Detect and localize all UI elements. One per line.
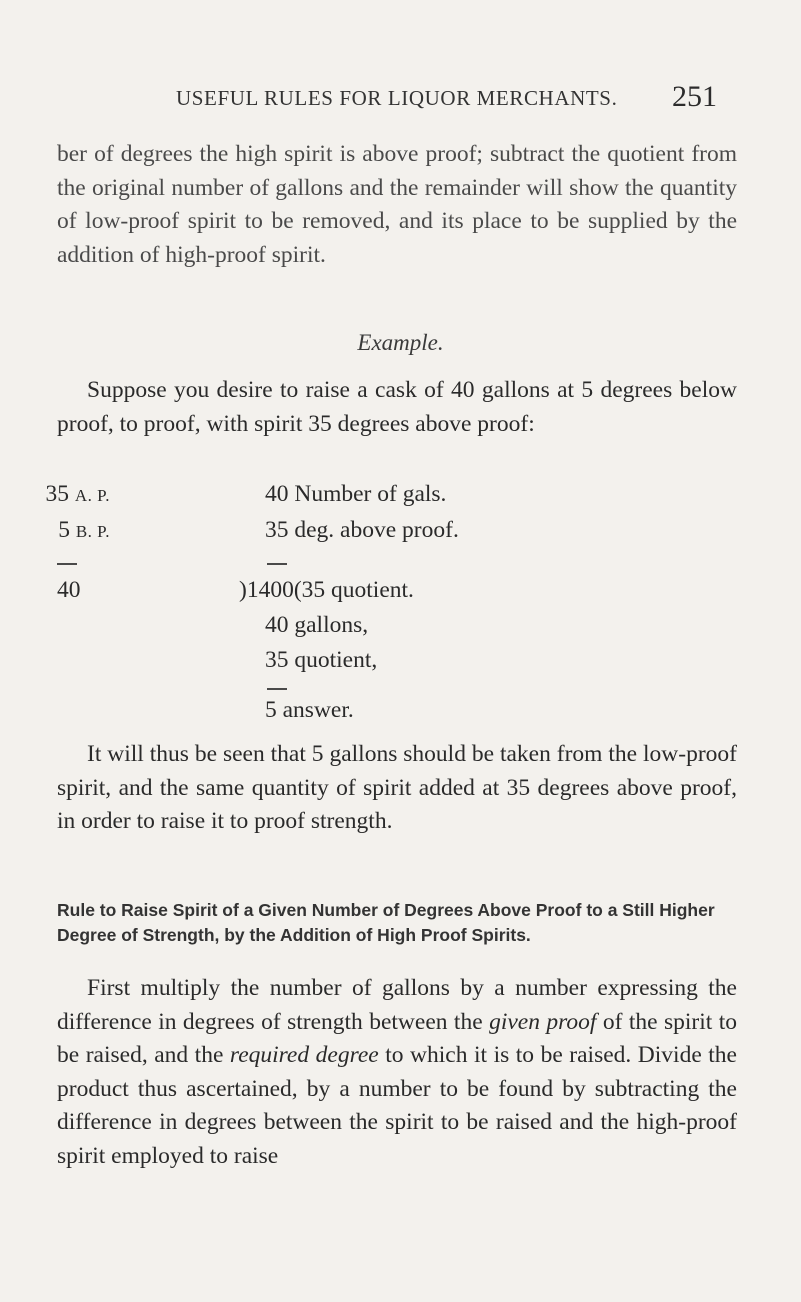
rule-text-italic-given-proof: given proof xyxy=(489,1008,597,1035)
example-heading: Example. xyxy=(357,330,444,355)
calc-left-row-2 xyxy=(0,514,110,546)
calc-right-row-1: 40 Number of gals. xyxy=(265,481,447,507)
calc-right-row-2: 35 deg. above proof. xyxy=(265,517,459,543)
calc-right-row-4: 40 gallons, xyxy=(265,612,369,638)
running-head xyxy=(0,80,801,124)
calc-difference-rule xyxy=(267,688,287,690)
calc-left-abbr-1: A. P. xyxy=(74,486,110,505)
rule-paragraph xyxy=(57,972,737,1173)
calc-right-row-3: )1400(35 quotient. xyxy=(239,577,414,603)
rule-text-part-3: to which it is to be raised. Divide the product thus ascertained, by a number to be found by subtracting the difference in degrees between the spirit to be raised and the high-proof spirit employed to raise xyxy=(57,1042,737,1169)
calc-left-abbr-2: B. P. xyxy=(75,522,110,541)
calc-right-row-5: 35 quotient, xyxy=(265,647,378,673)
rule-heading: Rule to Raise Spirit of a Given Number of Degrees Above Proof to a Still Higher Degree of Strength, by the Addition of High Proof Spirits. xyxy=(57,900,715,945)
rule-text-part-1: First multiply the number of gallons by a number expressing the difference in degrees of strength between the xyxy=(57,975,737,1035)
rule-text-italic-required-degree: required degree xyxy=(229,1042,379,1068)
rule-text-part-2: of the spirit to be raised, and the xyxy=(57,1008,738,1068)
example-paragraph: Suppose you desire to raise a cask of 40 gallons at 5 degrees below proof, to proof, with spirit 35 degrees above proof: xyxy=(57,377,737,437)
paragraph-continuation: ber of degrees the high spirit is above proof; subtract the quotient from the original number of gallons and the remainder will show the quantity of low-proof spirit to be removed, and its place to be supplied by the addition of high-proof spirit. xyxy=(57,141,737,268)
calc-left-number-1: 35 xyxy=(45,481,70,507)
calc-sum-rule-right xyxy=(267,563,287,565)
calc-right-row-6: 5 answer. xyxy=(265,697,354,723)
page-number: 251 xyxy=(672,80,717,113)
calculation-block xyxy=(0,478,801,728)
calc-sum-rule-left xyxy=(57,563,77,565)
calc-left-number-2: 5 xyxy=(58,517,70,543)
conclusion-paragraph: It will thus be seen that 5 gallons should be taken from the low-proof spirit, and the same quantity of spirit added at 35 degrees above proof, in order to raise it to proof strength. xyxy=(57,741,737,834)
running-title: USEFUL RULES FOR LIQUOR MERCHANTS. xyxy=(176,86,618,110)
calc-left-row-3: 40 xyxy=(57,577,81,603)
calc-left-row-1 xyxy=(0,478,110,510)
